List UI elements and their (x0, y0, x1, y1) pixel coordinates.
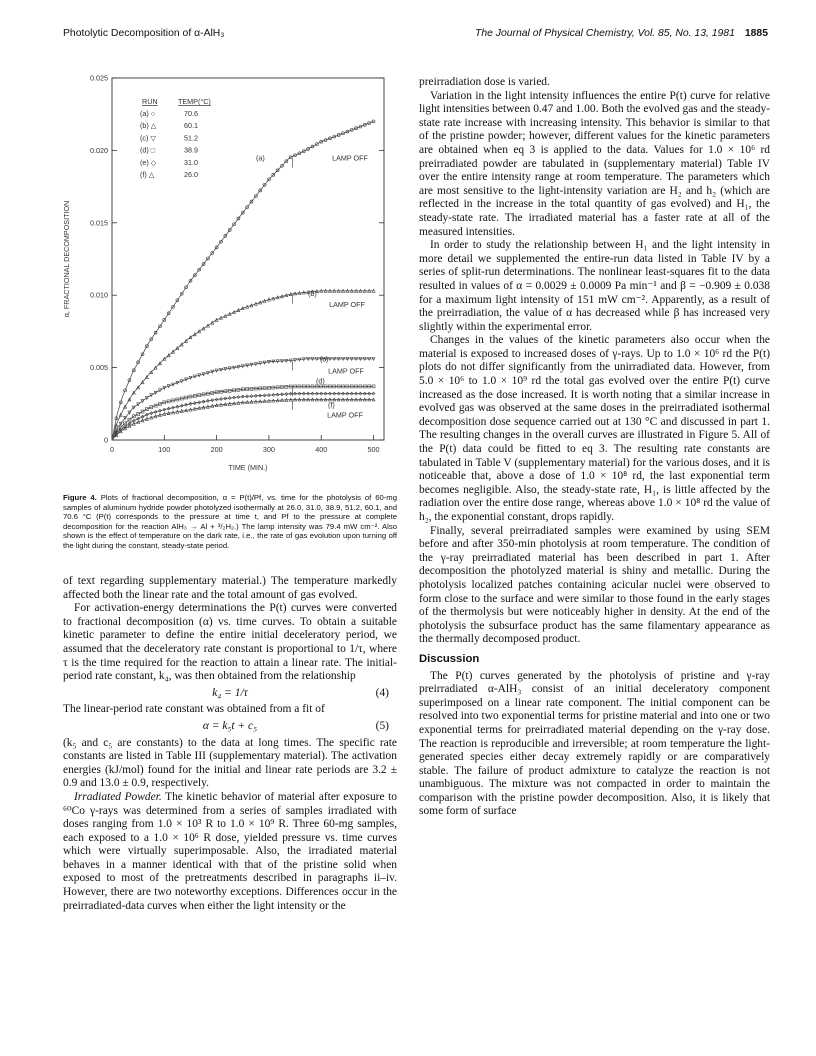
y-tick-label: 0.005 (90, 363, 108, 373)
equation-5-number: (5) (375, 719, 389, 732)
x-tick-label: 500 (367, 445, 380, 454)
paragraph-text: The kinetic behavior of material after exposure to ⁶⁰Co γ-rays was determined from a series of samples irradiated with doses ranging from 1.0 × 10³ R to 1.0 × 10⁹ R. Three 60-mg samples, each exposed to a 1.0 × 10⁶ R dose, yielded pressure vs. time curves which were virtually superimposable. Also, the irradiated material behaves in a manner identical with that of the pristine solid when exposed to most of the pretreatments described in paragraphs ii–iv. However, there are two noteworthy exceptions. Differences occur in the preirradiated-data curves when either the light intensity or the (63, 790, 397, 912)
data-series (112, 120, 375, 440)
paragraph: The linear-period rate constant was obtained from a fit of (63, 703, 325, 716)
figure-caption (63, 493, 397, 551)
legend-temp: 26.0 (184, 170, 198, 179)
x-tick-label: 100 (158, 445, 171, 454)
lamp-off-label: LAMP OFF (329, 299, 365, 309)
series-annotation: (b) (308, 288, 317, 298)
paragraph: of text regarding supplementary material.) The temperature markedly affected both the linear rate and the total amount of gas evolved. (63, 575, 397, 601)
lamp-off-label: LAMP OFF (328, 366, 364, 376)
legend-temp: 70.6 (184, 109, 198, 118)
chart-annotations (256, 154, 369, 420)
running-header-journal (416, 28, 768, 39)
legend-run: (f) △ (140, 170, 155, 179)
paragraph: Variation in the light intensity influences the entire P(t) curve for relative light intensities between 0.47 and 1.00. Both the evolved gas and the steady-state rate increase with increasing intensity. This behavior is similar to that of the pristine powder; however, different values for the kinetic parameters are obtained when eq 3 is applied to the data. Values for 1.0 × 10⁶ rd preirradiated powder are tabulated in (supplementary material) Table IV over the entire intensity range at room temperature. The parameters which are most sensitive to the light-intensity variation are H₂ and h₂ (which are reflected in the increase in the total quantity of gas evolved) and H₁, the steady-state rate. The irradiated material has a faster rate at all of the measured intensities. (419, 89, 770, 238)
legend-run: (b) △ (140, 121, 157, 131)
running-header-title: Photolytic Decomposition of α-AlH₃ (63, 28, 225, 39)
figure-caption-text: Plots of fractional decomposition, α = P(t)/Pf, vs. time for the photolysis of 60-mg samples of aluminum hydride powder photolyzed isothermally at 26.0, 31.0, 38.9, 51.2, 60.1, and 70.6 °C (P(t) corresponds to the pressure at time t, and Pf to the pressure at complete decomposition for the reaction AlH₃ → Al + ³/₂H₂.) The lamp intensity was 79.4 mW cm⁻². Also shown is the effect of temperature on the dark rate, i.e., the rate of gas evolution upon turning off the light during the constant, steady-state period. (63, 493, 397, 550)
legend-header: RUN (142, 97, 158, 106)
left-column (63, 575, 397, 913)
equation-4-body: k₄ = 1/τ (212, 686, 248, 699)
axis-ticks (112, 78, 384, 440)
y-tick-label: 0.010 (90, 290, 108, 300)
lamp-off-label: LAMP OFF (327, 410, 363, 420)
equation-5 (63, 720, 397, 734)
x-tick-label: 200 (210, 445, 223, 454)
journal-citation: The Journal of Physical Chemistry, Vol. 85, No. 13, 1981 (474, 28, 735, 39)
data-point (372, 357, 375, 360)
data-point (372, 398, 375, 401)
legend-temp: 51.2 (184, 133, 198, 143)
figure-label: Figure 4. (63, 493, 97, 502)
paragraph: For activation-energy determinations the P(t) curves were converted to fractional decomposition (α) vs. time curves. To obtain a suitable kinetic parameter to define the entire initial deceleratory period, we assumed that the deceleratory rate constant is proportional to 1/τ, where τ is the time required for the reaction to attain a linear rate. The initial-period rate constant, k₄, was then obtained from the relationship (63, 602, 397, 683)
page-number: 1885 (744, 28, 768, 39)
legend (140, 97, 211, 179)
legend-run: (c) ▽ (140, 133, 156, 143)
section-heading: Discussion (419, 652, 480, 665)
run-in-heading: Irradiated Powder. (74, 790, 162, 803)
legend-temp: 38.9 (184, 145, 198, 155)
equation-5-body: α = k₅t + c₅ (202, 719, 258, 732)
legend-temp: 31.0 (184, 157, 198, 167)
paragraph: Finally, several preirradiated samples were examined by using SEM before and after 350-min photolysis at room temperature. The condition of the γ-ray preirradiated material has been described in part 1. After decomposition the photolyzed material is shiny and metallic. During the photolysis localized patches containing acicular nuclei were observed to form close to the surface and were similar to those found in the early stages of the thermolysis but were noticeably higher in density. At the end of the photolysis the subsurface product has the same filamentary appearance as the thermally decomposed product. (419, 524, 770, 646)
legend-run: (d) □ (140, 145, 156, 155)
y-axis-label: α, FRACTIONAL DECOMPOSITION (62, 200, 71, 318)
data-point (372, 289, 375, 292)
plot-frame (112, 78, 384, 440)
x-tick-label: 300 (262, 445, 275, 454)
y-tick-label: 0.025 (90, 73, 108, 83)
y-tick-label: 0.015 (90, 218, 108, 228)
legend-header: TEMP(°C) (178, 97, 211, 106)
equation-4-number: (4) (375, 686, 389, 699)
right-column (419, 76, 770, 819)
paragraph: In order to study the relationship between H₁ and the light intensity in more detail we supplemented the entire-run data listed in Table IV by a series of split-run determinations. The nonlinear least-squares fit to the data resulted in values of α = 0.0029 ± 0.0009 Pa min⁻¹ and β = −0.909 ± 0.038 for a maximum light intensity of 151 mW cm⁻². Apparently, as a result of the preirradiation, the value of α has decreased while β has increased very slightly within the experimental error. (419, 239, 770, 333)
x-tick-label: 400 (315, 445, 328, 454)
legend-temp: 60.1 (184, 121, 198, 131)
x-tick-label: 0 (110, 445, 114, 454)
legend-run: (e) ◇ (140, 157, 157, 167)
series-annotation: (d) (316, 376, 325, 386)
figure-4-chart (60, 68, 390, 483)
paragraph: preirradiation dose is varied. (419, 76, 550, 88)
paragraph-irradiated-powder (63, 791, 397, 913)
paragraph: Changes in the values of the kinetic parameters also occur when the material is exposed to increased doses of γ-rays. Up to 1.0 × 10⁶ rd the P(t) plots do not differ significantly from the unirradiated data. However, from 5.0 × 10⁶ to 1.0 × 10⁹ rd the total gas evolved over the entire P(t) curve increased as the dose increased. It is worth noting that a similar increase in evolved gas was observed at the same doses in the preirradiated isothermal decomposition dose sequence carried out at 130 °C and discussed in part 1. The resulting changes in the overall curves are illustrated in Figure 5. All of the P(t) data could be fitted to eq 3. The resulting rate constants are tabulated in Table V (supplementary material) for the various doses, and it is noticeable that, above a dose of 1.0 × 10⁸ rd, the last exponential term becomes negligible. Also, the steady-state rate, H₁, is little affected by the radiation over the entire dose range, whereas above 1.0 × 10⁸ rd the value of h₂, the exponential constant, drops rapidly. (419, 334, 770, 523)
equation-4 (63, 687, 397, 701)
y-tick-label: 0 (104, 435, 108, 445)
y-tick-label: 0.020 (90, 145, 108, 155)
x-axis-label: TIME (MIN.) (228, 463, 268, 472)
paragraph: The P(t) curves generated by the photolysis of pristine and γ-ray preirradiated α-AlH₃ consist of an initial deceleratory component superimposed on a linear rate component. The initial component can be resolved into two exponential terms for pristine material and into one or two exponential terms for preirradiated material depending on the γ-ray dose. The reaction is reproducible and irreversible; at room temperature the light-generated species either decay extremely rapidly or are comparatively stable. The failure of product admixture to catalyze the reaction is not unambiguous. The mixture was not compacted in order to maintain the comparison with the pristine powder decomposition. Also, it is likely that some form of surface (419, 669, 770, 818)
series-annotation: (a) (256, 153, 265, 163)
series-annotation: (f) (328, 400, 335, 410)
paragraph: (k₅ and c₅ are constants) to the data at long times. The specific rate constants are listed in Table III (supplementary material). The activation energies (kJ/mol) found for the initial and linear rate periods are 3.2 ± 0.9 and 13.0 ± 0.9, respectively. (63, 736, 397, 790)
series-0 (112, 120, 375, 440)
legend-run: (a) ○ (140, 109, 156, 118)
series-annotation: (c) (320, 354, 329, 364)
lamp-off-label: LAMP OFF (332, 153, 368, 163)
